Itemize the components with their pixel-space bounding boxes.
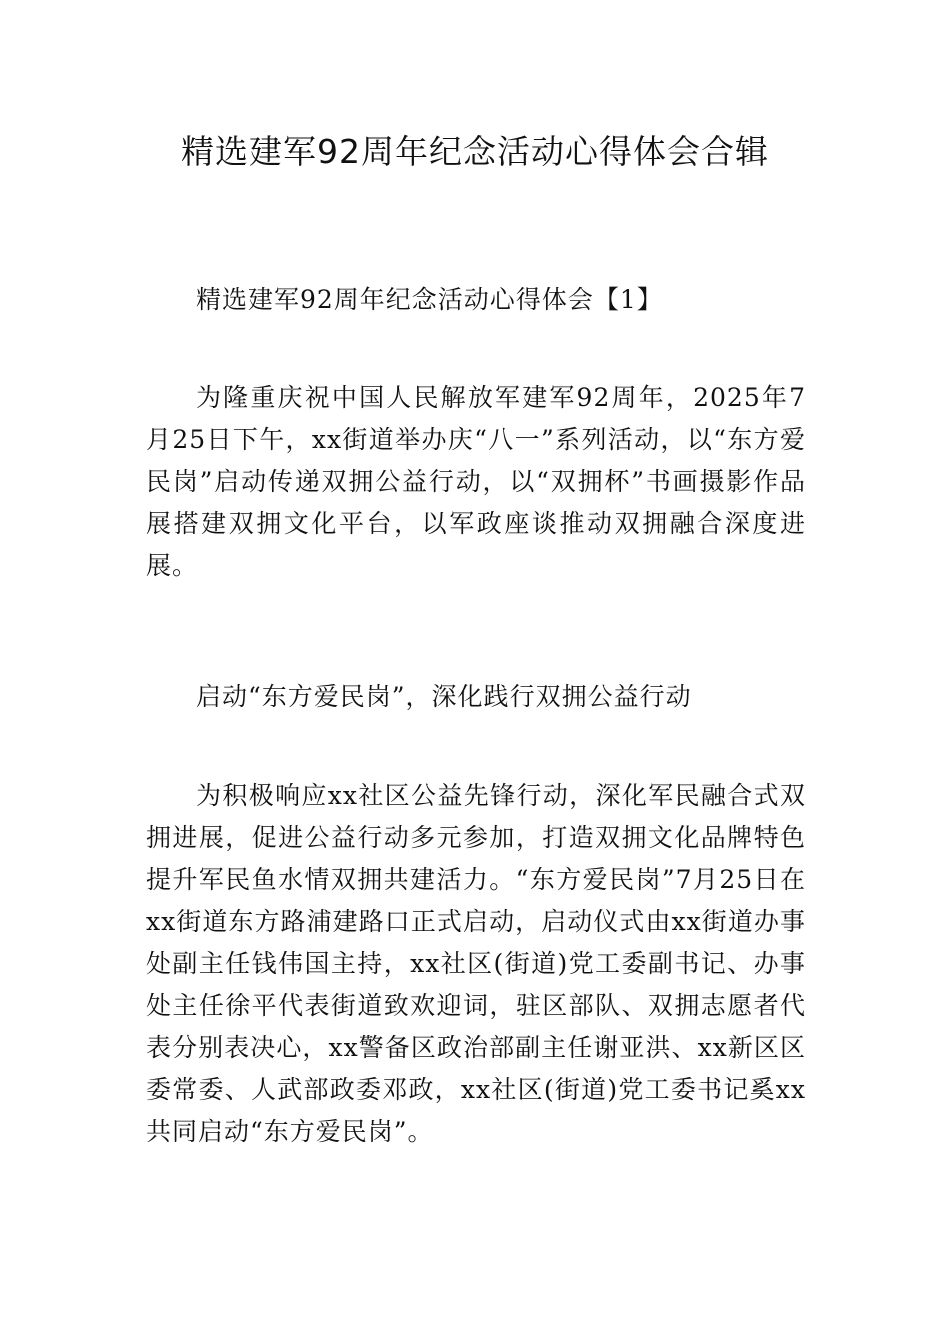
document-title: 精选建军92周年纪念活动心得体会合辑 xyxy=(181,132,769,171)
section-heading: 精选建军92周年纪念活动心得体会【1】 xyxy=(196,285,663,314)
subheading-launch: 启动“东方爱民岗”，深化践行双拥公益行动 xyxy=(196,682,692,711)
paragraph-intro: 为隆重庆祝中国人民解放军建军92周年，2025年7月25日下午，xx街道举办庆“八一”系列活动，以“东方爱民岗”启动传递双拥公益行动，以“双拥杯”书画摄影作品展搭建双拥文化平台，以军政座谈推动双拥融合深度进展。 xyxy=(146,383,806,580)
paragraph-launch-details: 为积极响应xx社区公益先锋行动，深化军民融合式双拥进展，促进公益行动多元参加，打造双拥文化品牌特色提升军民鱼水情双拥共建活力。“东方爱民岗”7月25日在xx街道东方路浦建路口正式启动，启动仪式由xx街道办事处副主任钱伟国主持，xx社区(街道)党工委副书记、办事处主任徐平代表街道致欢迎词，驻区部队、双拥志愿者代表分别表决心，xx警备区政治部副主任谢亚洪、xx新区区委常委、人武部政委邓政，xx社区(街道)党工委书记奚xx共同启动“东方爱民岗”。 xyxy=(146,781,806,1146)
